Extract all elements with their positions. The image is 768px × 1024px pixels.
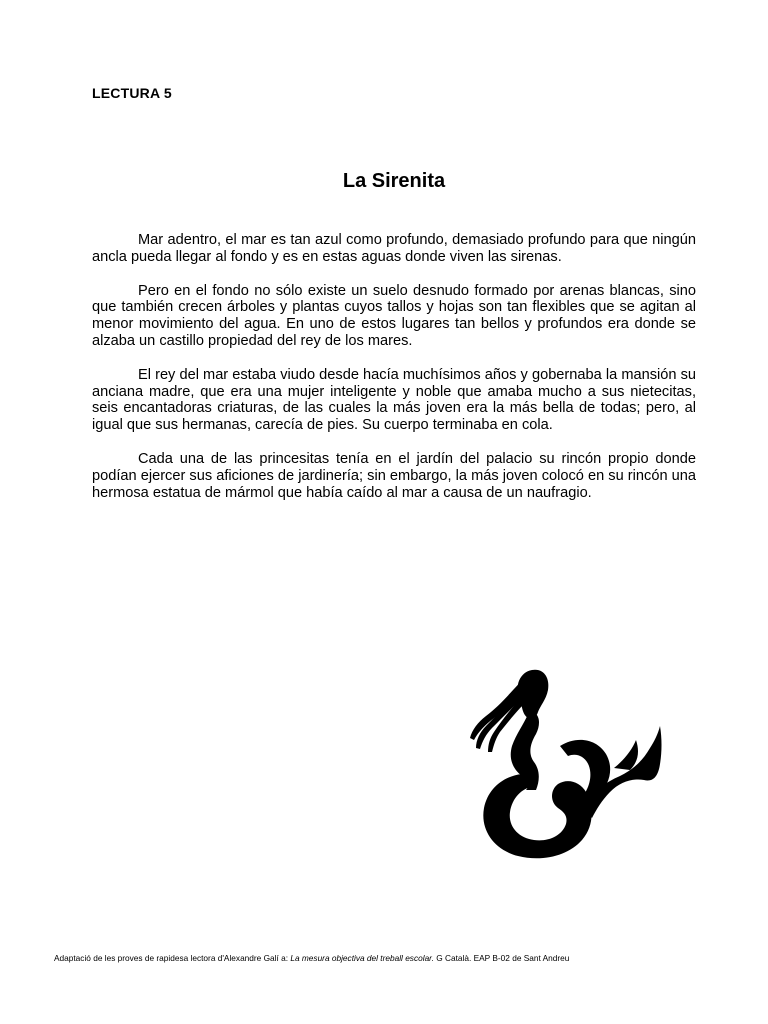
footer-prefix: Adaptació de les proves de rapidesa lectora d'Alexandre Galí a: <box>54 953 291 963</box>
story-title-text: La Sirenita <box>342 170 446 192</box>
paragraph-4: Cada una de las princesitas tenía en el jardín del palacio su rincón propio donde podían ejercer sus aficiones de jardinería; sin embargo, la más joven colocó en su rincón una hermosa estatua de mármol que había caído al mar a causa de un naufragio. <box>92 450 696 501</box>
mermaid-silhouette-icon <box>464 664 668 862</box>
footer-credit <box>54 953 569 963</box>
footer-suffix: G Català. EAP B-02 de Sant Andreu <box>433 953 570 963</box>
footer-book-title: La mesura objectiva del treball escolar. <box>290 953 434 963</box>
story-body <box>92 232 696 518</box>
story-title <box>92 170 696 193</box>
paragraph-3: El rey del mar estaba viudo desde hacía muchísimos años y gobernaba la mansión su anciana madre, que era una mujer inteligente y noble que amaba mucho a sus nietecitas, seis encantadoras criaturas, de las cuales la más joven era la más bella de todas; pero, al igual que sus hermanas, carecía de pies. Su cuerpo terminaba en cola. <box>92 366 696 434</box>
paragraph-2: Pero en el fondo no sólo existe un suelo desnudo formado por arenas blancas, sino que también crecen árboles y plantas cuyos tallos y hojas son tan flexibles que se agitan al menor movimiento del agua. En uno de estos lugares tan bellos y profundos era donde se alzaba un castillo propiedad del rey de los mares. <box>92 282 696 349</box>
paragraph-1: Mar adentro, el mar es tan azul como profundo, demasiado profundo para que ningún ancla pueda llegar al fondo y es en estas aguas donde viven las sirenas. <box>92 232 696 265</box>
reading-number: LECTURA 5 <box>92 85 172 101</box>
